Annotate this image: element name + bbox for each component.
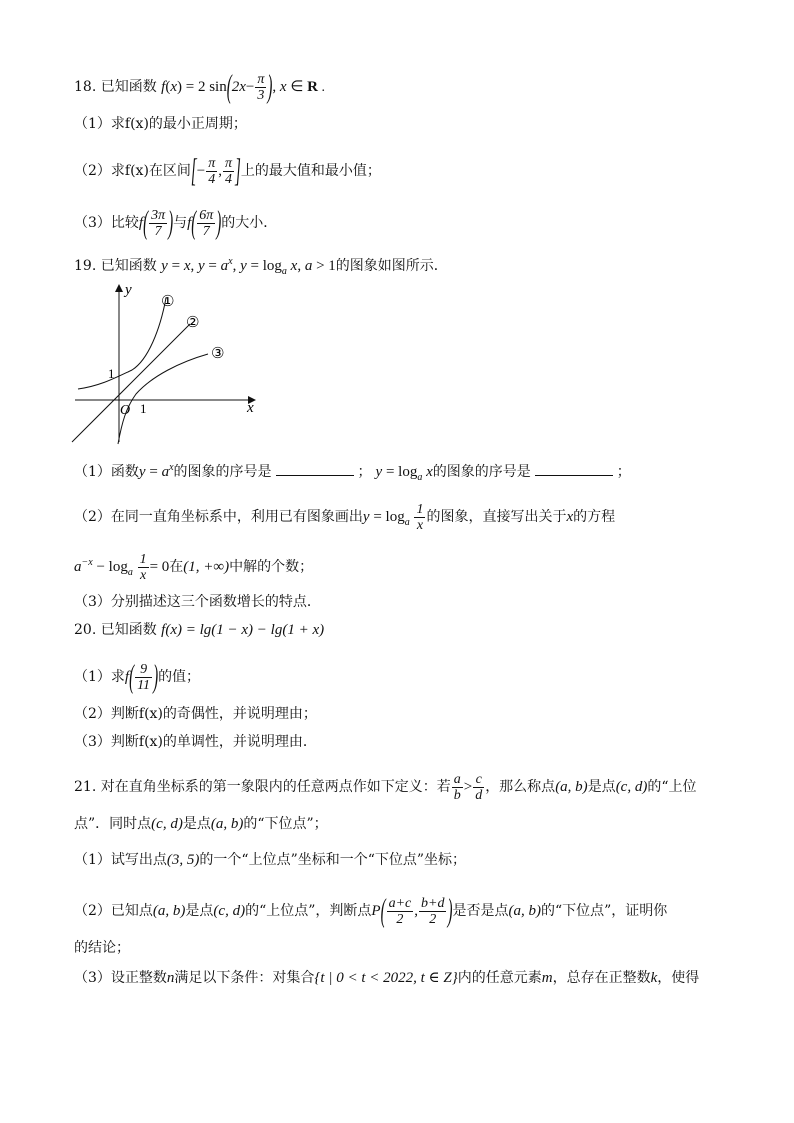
- curve-label-3: ③: [211, 344, 225, 362]
- curve-label-2: ②: [186, 313, 200, 331]
- q19-part1-f1: $y = a^x$: [138, 462, 174, 480]
- q18-f1: f( $\frac{3\pi}{7}$ ): [138, 205, 174, 242]
- q21-part3-text-c: 内的任意元素: [457, 970, 542, 986]
- q21-part3-text-e: ，使得: [657, 970, 700, 986]
- q21-stem-text-b: ，那么称点: [485, 778, 556, 795]
- q19-part2-text-e: 中解的个数；: [229, 558, 314, 575]
- q19-part2-equation: $a^{-x} - \log_a$ $\frac{1}{x}$ = 0: [74, 552, 170, 583]
- y-axis-label: y: [125, 282, 132, 298]
- q18-function: f(x) = 2 sin(2x− $\frac{\pi}{3}$ ), x ∈ R: [161, 69, 318, 106]
- q21-part2-text-a: （2）已知点: [74, 902, 153, 919]
- q18-part2: [74, 153, 381, 190]
- q19-stem-text: 已知函数: [100, 258, 157, 274]
- q21-part3-text-b: 满足以下条件：对集合: [174, 970, 315, 986]
- q19-part1-text-e: ；: [616, 464, 631, 480]
- q20-stem-text: 已知函数: [100, 622, 157, 638]
- q18-interval: [− $\frac{\pi}{4}$ , $\frac{\pi}{4}$ ]: [190, 153, 241, 190]
- curve-label-1: ①: [161, 292, 175, 310]
- q19-part2-var: x: [566, 508, 574, 525]
- q21-stem-line2: [74, 814, 328, 834]
- q21-part1: [74, 850, 466, 870]
- q21-part2-text-b: 是点: [185, 902, 214, 919]
- q20-part1-value: f( $\frac{9}{11}$ ): [124, 659, 159, 696]
- q21-stem-text-c: 是点: [587, 778, 616, 795]
- q19-part2-line2: [74, 552, 313, 583]
- q20-function: f(x) = lg(1 − x) − lg(1 + x): [161, 622, 325, 638]
- q19-stem: [74, 252, 448, 282]
- q19-stem-end: 的图象如图所示．: [335, 258, 448, 274]
- q20-part2: （2）判断f(x)的奇偶性，并说明理由；: [74, 706, 317, 722]
- q19-part2-text-a: （2）在同一直角坐标系中，利用已有图象画出: [74, 508, 363, 525]
- origin-label: O: [120, 403, 131, 418]
- q21-part2-text-e: 的“下位点”，证明你: [540, 902, 668, 919]
- q21-line2-text-a: 点”．同时点: [74, 816, 152, 832]
- q18-part3: [74, 205, 278, 242]
- q21-line2-point-ab: (a, b): [210, 816, 244, 832]
- q20-part1-text-b: 的值；: [158, 668, 201, 685]
- q21-line2-point-cd: (c, d): [151, 816, 183, 832]
- q21-part2-point-P: P( $\frac{a+c}{2}$ , $\frac{b+d}{2}$ ): [371, 893, 453, 930]
- q19-blank-2[interactable]: [535, 461, 613, 476]
- q20-number: 20.: [74, 622, 97, 638]
- q19-part1-text-c: ；: [357, 464, 372, 480]
- q19-graph: [70, 282, 260, 447]
- curve-linear: [72, 324, 190, 442]
- q21-stem-text-d: 的“上位: [647, 778, 697, 795]
- q21-part2-point-ab-2: (a, b): [508, 902, 541, 919]
- q19-part1: [74, 458, 631, 488]
- q19-part2-func: $y = \log_a$ $\frac{1}{x}$: [362, 502, 424, 533]
- q21-point-ab: (a, b): [555, 778, 588, 795]
- q18-part2-text-a: （2）求f(x)在区间: [74, 162, 191, 179]
- q19-part2-range: (1, +∞): [183, 558, 230, 575]
- q19-part1-text-d: 的图象的序号是: [432, 464, 531, 480]
- q21-part3-m: m: [541, 970, 553, 986]
- q21-point-cd: (c, d): [615, 778, 648, 795]
- tick-x-1: 1: [140, 401, 147, 416]
- q21-part2-point-cd: (c, d): [213, 902, 246, 919]
- q19-part2-line1: [74, 502, 615, 533]
- q19-blank-1[interactable]: [276, 461, 354, 476]
- q21-line2-text-c: 的“下位点”；: [243, 816, 328, 832]
- q20-part3: （3）判断f(x)的单调性，并说明理由．: [74, 734, 317, 750]
- q19-part3: （3）分别描述这三个函数增长的特点．: [74, 594, 321, 610]
- curve-exponential: [78, 298, 166, 389]
- q19-part2-text-b: 的图象，直接写出关于: [426, 508, 567, 525]
- q18-part2-text-b: 上的最大值和最小值；: [240, 162, 381, 179]
- q21-part1-text-b: 的一个“上位点”坐标和一个“下位点”坐标；: [199, 852, 467, 868]
- q21-line2-text-b: 是点: [182, 816, 211, 832]
- x-axis-label: x: [247, 400, 254, 416]
- q21-part2-line1: [74, 893, 668, 930]
- q21-part3: [74, 968, 699, 988]
- q18-part3-mid: 与: [173, 214, 188, 231]
- q19-part1-text-b: 的图象的序号是: [173, 464, 272, 480]
- q21-part3-text-a: （3）设正整数: [74, 970, 167, 986]
- q18-number: 18.: [74, 78, 97, 95]
- q19-part2-text-d: 在: [169, 558, 184, 575]
- q18-f2: f( $\frac{6\pi}{7}$ ): [187, 205, 222, 242]
- q21-part2-text-c: 的“上位点”，判断点: [245, 902, 372, 919]
- q20-stem: [74, 620, 324, 640]
- q19-number: 19.: [74, 258, 97, 274]
- q20-part1-text-a: （1）求: [74, 668, 125, 685]
- q21-part2-line2: 的结论；: [74, 940, 130, 956]
- q19-part1-f2: $y = \log_a x$: [375, 464, 433, 483]
- q21-part3-k: k: [650, 970, 658, 986]
- q21-part1-point: (3, 5): [166, 852, 200, 868]
- q18-part1: （1）求f(x)的最小正周期；: [74, 116, 247, 132]
- q19-part1-text-a: （1）函数: [74, 464, 139, 480]
- y-axis-arrow-icon: [115, 284, 123, 292]
- q21-part2-text-d: 是否是点: [452, 902, 509, 919]
- q21-stem-line1: [74, 772, 697, 803]
- q18-part3-text-b: 的大小．: [221, 214, 278, 231]
- tick-y-1: 1: [108, 366, 115, 381]
- q19-part2-text-c: 的方程: [573, 508, 616, 525]
- q21-part1-text-a: （1）试写出点: [74, 852, 167, 868]
- q21-part3-text-d: ，总存在正整数: [552, 970, 651, 986]
- q21-number: 21.: [74, 778, 97, 795]
- q21-condition: $\frac{a}{b}$ > $\frac{c}{d}$: [453, 772, 483, 803]
- q18-stem-text: 已知函数: [100, 78, 157, 95]
- q21-part2-point-ab: (a, b): [152, 902, 186, 919]
- q19-functions: y = x, $y = a^x$, $y = \log_a x$, a > 1: [161, 256, 336, 277]
- q18-part3-text-a: （3）比较: [74, 214, 139, 231]
- q20-part1: [74, 659, 201, 696]
- q21-part3-n: n: [166, 970, 175, 986]
- q18-stem: 18. 已知函数 f(x) = 2 sin(2x− $\frac{\pi}{3}$ ), x ∈ R .: [74, 69, 325, 106]
- q21-part3-set: {t | 0 < t < 2022, t ∈ Z}: [314, 970, 458, 986]
- q21-stem-text-a: 对在直角坐标系的第一象限内的任意两点作如下定义：若: [100, 778, 451, 795]
- curve-logarithm: [118, 354, 208, 444]
